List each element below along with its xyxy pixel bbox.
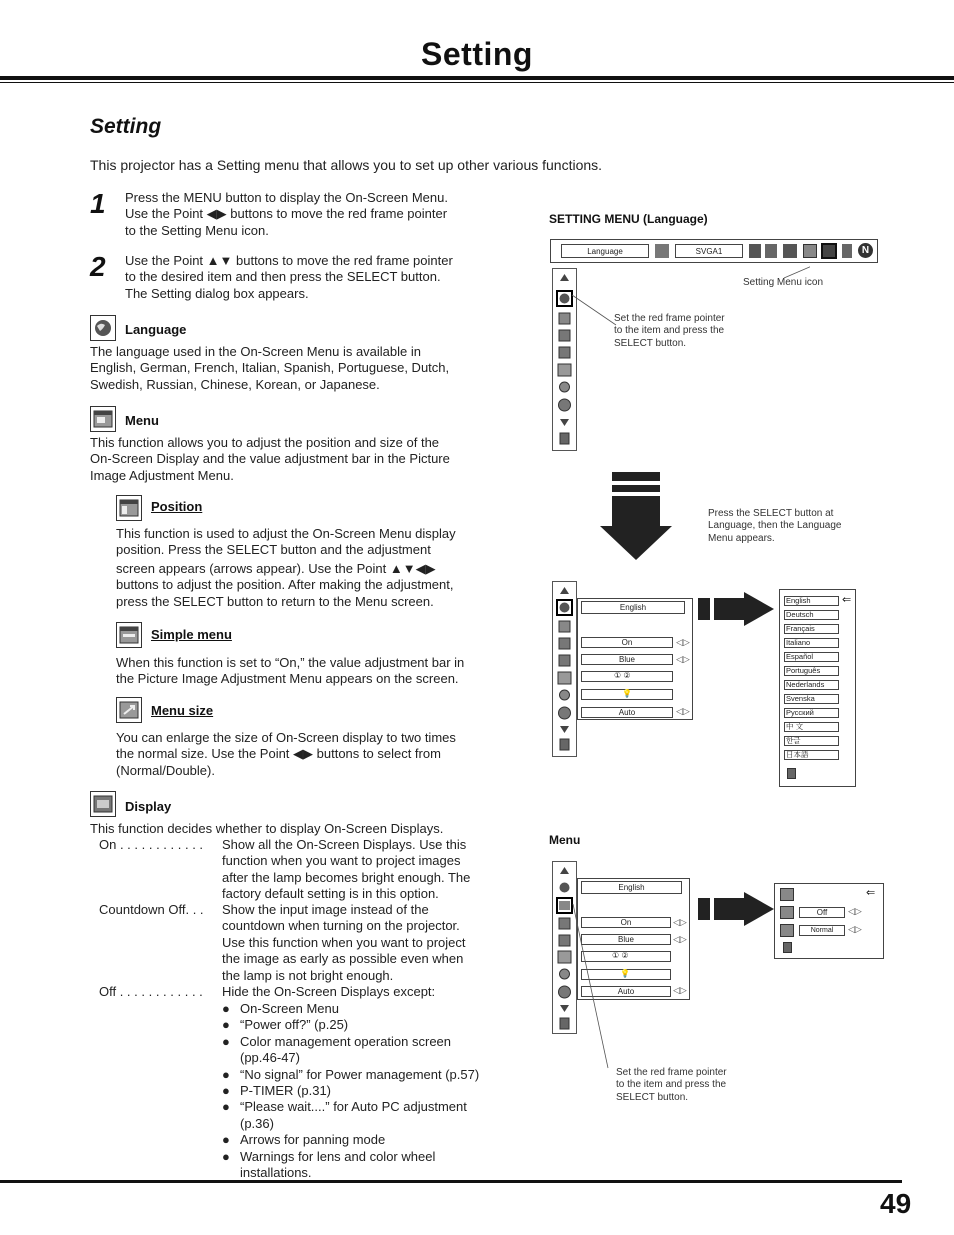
step-1-number: 1 bbox=[90, 188, 106, 219]
language-option[interactable]: Русский bbox=[784, 708, 839, 718]
callout-line: Menu appears. bbox=[708, 532, 775, 544]
menu-size-line: (Normal/Double). bbox=[116, 762, 215, 778]
simple-menu-off-field: Off bbox=[799, 907, 845, 918]
auto-field: Auto bbox=[581, 707, 673, 718]
simple-menu-text bbox=[116, 655, 516, 688]
topbar-icon bbox=[842, 244, 852, 258]
position-line: position. Press the SELECT button and the adjustment bbox=[116, 542, 431, 558]
display-option-off-text: Hide the On-Screen Displays except: bbox=[222, 984, 436, 999]
step-2-line: Use the Point ▲▼ buttons to move the red frame pointer bbox=[125, 253, 453, 268]
menu-line: This function allows you to adjust the position and size of the bbox=[90, 435, 440, 450]
arrows-icon: ◁▷ bbox=[673, 917, 687, 927]
position-line: press the SELECT button to return to the Menu screen. bbox=[116, 593, 434, 609]
page-header-title: Setting bbox=[421, 36, 533, 72]
callout-line-icon bbox=[780, 258, 810, 282]
language-text bbox=[90, 344, 510, 393]
menu-figure-caption: Menu bbox=[549, 833, 581, 847]
position-text bbox=[116, 526, 516, 610]
simple-menu-line: When this function is set to “On,” the value adjustment bar in bbox=[116, 655, 465, 670]
topbar-icon bbox=[783, 244, 797, 258]
section-intro: This projector has a Setting menu that allows you to set up other various functions. bbox=[90, 157, 603, 173]
list-item: ● P-TIMER (p.31) bbox=[222, 1083, 332, 1099]
list-item: ● “Please wait....” for Auto PC adjustment (p.36) bbox=[222, 1099, 467, 1131]
n-icon: N bbox=[858, 243, 873, 258]
list-item: ● Warnings for lens and color wheel installations. bbox=[222, 1148, 436, 1181]
bullet-line: “Power off?” (p.25) bbox=[240, 1017, 349, 1033]
topbar-icon bbox=[655, 244, 669, 258]
callout-line: to the item and press the bbox=[614, 325, 725, 337]
setting-menu-title: SETTING MENU (Language) bbox=[549, 212, 708, 226]
language-label: Language bbox=[125, 322, 187, 337]
display-option-off-term: Off . . . . . . . . . . . . bbox=[99, 984, 203, 999]
topbar-source-field: SVGA1 bbox=[675, 244, 743, 258]
display-label: Display bbox=[125, 799, 172, 814]
menu-size-icon bbox=[780, 924, 794, 937]
display-option-line: Show the input image instead of the bbox=[222, 902, 429, 917]
position-line: buttons to adjust the position. After making the adjustment, bbox=[116, 577, 454, 593]
simple-menu-label: Simple menu bbox=[151, 627, 232, 642]
language-list-panel bbox=[779, 589, 856, 787]
back-arrow-icon: ⇐ bbox=[842, 594, 852, 606]
list-item: ● “Power off?” (p.25) bbox=[222, 1017, 349, 1033]
globe-icon bbox=[90, 315, 116, 341]
step-2-number: 2 bbox=[90, 251, 106, 282]
callout-setting-menu-icon: Setting Menu icon bbox=[743, 277, 824, 288]
setting-menu-icon bbox=[821, 243, 837, 259]
language-line: Swedish, Russian, Chinese, Korean, or Japanese. bbox=[90, 376, 380, 392]
list-item: ● Arrows for panning mode bbox=[222, 1132, 386, 1148]
arrows-icon: ◁▷ bbox=[673, 985, 687, 995]
menu-label: Menu bbox=[125, 413, 159, 428]
exit-icon bbox=[783, 942, 792, 953]
menu-on-field: On bbox=[581, 637, 673, 648]
bullet-line: Warnings for lens and color wheel bbox=[240, 1148, 436, 1164]
language-option[interactable]: 日本語 bbox=[784, 750, 839, 760]
step-1-text bbox=[125, 190, 525, 239]
menu-window-icon bbox=[90, 406, 116, 432]
bullet-line: Color management operation screen bbox=[240, 1033, 452, 1049]
arrows-icon: ◁▷ bbox=[676, 706, 690, 716]
position-line: This function is used to adjust the On-Screen Menu display bbox=[116, 526, 456, 541]
menu-size-line: the normal size. Use the Point ◀▶ buttons to select from bbox=[116, 746, 441, 762]
display-option-countdown-text bbox=[222, 902, 512, 984]
menu-text bbox=[90, 435, 510, 484]
menu-settings-panel bbox=[774, 883, 884, 959]
exit-icon bbox=[787, 768, 796, 779]
logo-icon: ① ② bbox=[614, 671, 631, 680]
list-item: ● “No signal” for Power management (p.57) bbox=[222, 1066, 480, 1082]
page-number: 49 bbox=[880, 1188, 912, 1219]
callout-line: Set the red frame pointer bbox=[616, 1067, 727, 1078]
topbar-icon bbox=[765, 244, 777, 258]
language-option[interactable]: Deutsch bbox=[784, 610, 839, 620]
list-item: ● On-Screen Menu bbox=[222, 1001, 339, 1016]
display-option-countdown-term: Countdown Off. . . bbox=[99, 902, 204, 917]
simple-menu-icon bbox=[116, 622, 142, 648]
down-arrow-icon bbox=[600, 472, 672, 562]
step-1-line: Use the Point ◀▶ buttons to move the red frame pointer bbox=[125, 206, 448, 222]
header-rule bbox=[0, 76, 954, 80]
section-title: Setting bbox=[90, 115, 162, 138]
position-icon bbox=[116, 495, 142, 521]
language-option[interactable]: English bbox=[784, 596, 839, 606]
topbar-icon bbox=[749, 244, 761, 258]
arrows-icon: ◁▷ bbox=[673, 934, 687, 944]
background-blue-field: Blue bbox=[581, 654, 673, 665]
language-option[interactable]: Nederlands bbox=[784, 680, 839, 690]
arrows-icon: ◁▷ bbox=[848, 924, 862, 934]
lamp-icon: 💡 bbox=[620, 969, 630, 978]
simple-menu-icon bbox=[780, 906, 794, 919]
display-option-line: function when you want to project images bbox=[222, 853, 461, 869]
arrows-icon: ◁▷ bbox=[848, 906, 862, 916]
right-arrow-icon bbox=[698, 892, 774, 928]
callout-line: Language, then the Language bbox=[708, 520, 842, 532]
callout-line: SELECT button. bbox=[614, 337, 687, 349]
display-option-line: factory default setting is in this option. bbox=[222, 886, 439, 902]
display-intro: This function decides whether to display On-Screen Displays. bbox=[90, 821, 444, 836]
menu-size-normal-field: Normal bbox=[799, 925, 845, 936]
display-option-line: after the lamp becomes bright enough. The bbox=[222, 869, 471, 885]
logo-icon: ① ② bbox=[612, 951, 629, 960]
callout-line: SELECT button. bbox=[616, 1091, 689, 1103]
menu-line: Image Adjustment Menu. bbox=[90, 467, 234, 483]
step-1-line: Press the MENU button to display the On-Screen Menu. bbox=[125, 190, 448, 205]
language-value-field: English bbox=[581, 601, 685, 614]
bullet-line: (pp.46-47) bbox=[240, 1050, 300, 1066]
background-blue-field: Blue bbox=[581, 934, 671, 945]
step-1-line: to the Setting Menu icon. bbox=[125, 222, 269, 238]
lamp-icon: 💡 bbox=[622, 689, 632, 698]
auto-field: Auto bbox=[581, 986, 671, 997]
callout-frame-pointer bbox=[614, 313, 754, 350]
display-option-line: Use this function when you want to project bbox=[222, 934, 466, 950]
language-option[interactable]: Português bbox=[784, 666, 839, 676]
display-option-line: countdown when turning on the projector. bbox=[222, 918, 460, 934]
callout-select-language bbox=[708, 508, 868, 545]
bullet-line: (p.36) bbox=[240, 1115, 274, 1131]
callout-frame-line-2 bbox=[570, 900, 615, 1070]
callout-frame-line bbox=[570, 285, 620, 330]
position-label: Position bbox=[151, 499, 203, 514]
list-item: ● Color management operation screen (pp.46-47) bbox=[222, 1033, 452, 1066]
display-bullet-list bbox=[222, 1001, 522, 1181]
setting-vertical-menu-2 bbox=[552, 581, 577, 757]
callout-line: to the item and press the bbox=[616, 1079, 727, 1091]
display-option-on-term: On . . . . . . . . . . . . bbox=[99, 837, 204, 852]
display-option-line: the image as early as possible even when bbox=[222, 951, 464, 967]
language-option[interactable]: Español bbox=[784, 652, 839, 662]
bullet-line: “No signal” for Power management (p.57) bbox=[240, 1066, 480, 1082]
bullet-line: On-Screen Menu bbox=[240, 1001, 339, 1016]
language-value-field: English bbox=[581, 881, 682, 894]
language-option[interactable]: 한글 bbox=[784, 736, 839, 746]
simple-menu-line: the Picture Image Adjustment Menu appears on the screen. bbox=[116, 671, 459, 687]
step-2-text bbox=[125, 253, 525, 302]
right-arrow-icon bbox=[698, 592, 774, 628]
display-option-line: Show all the On-Screen Displays. Use this bbox=[222, 837, 467, 852]
callout-frame-pointer-2 bbox=[616, 1067, 756, 1104]
display-option-on-text bbox=[222, 837, 512, 903]
position-line: screen appears (arrows appear). Use the Point ▲▼◀▶ bbox=[116, 560, 436, 576]
menu-on-field: On bbox=[581, 917, 671, 928]
language-option[interactable]: Français bbox=[784, 624, 839, 634]
position-icon bbox=[780, 888, 794, 901]
menu-line: On-Screen Display and the value adjustment bar in the Picture bbox=[90, 451, 450, 467]
menu-size-label: Menu size bbox=[151, 703, 214, 718]
callout-line: Set the red frame pointer bbox=[614, 313, 725, 324]
menu-size-icon bbox=[116, 697, 142, 723]
menu-size-text bbox=[116, 730, 516, 779]
topbar-icon bbox=[803, 244, 817, 258]
menu-size-line: You can enlarge the size of On-Screen display to two times bbox=[116, 730, 456, 745]
setting-menu-topbar bbox=[550, 239, 878, 263]
setting-submenu-panel bbox=[577, 598, 693, 720]
language-line: English, German, French, Italian, Spanish, Portuguese, Dutch, bbox=[90, 360, 450, 376]
display-icon bbox=[90, 791, 116, 817]
back-arrow-icon: ⇐ bbox=[866, 887, 876, 899]
bullet-line: Arrows for panning mode bbox=[240, 1132, 386, 1148]
callout-line: Press the SELECT button at bbox=[708, 508, 834, 519]
bullet-line: P-TIMER (p.31) bbox=[240, 1083, 332, 1099]
arrows-icon: ◁▷ bbox=[676, 654, 690, 664]
language-line: The language used in the On-Screen Menu is available in bbox=[90, 344, 421, 359]
topbar-language-field: Language bbox=[561, 244, 649, 258]
language-option[interactable]: Italiano bbox=[784, 638, 839, 648]
arrows-icon: ◁▷ bbox=[676, 637, 690, 647]
footer-rule bbox=[0, 1180, 902, 1183]
header-rule-thin bbox=[0, 82, 954, 83]
display-option-line: the lamp is not bright enough. bbox=[222, 967, 394, 983]
step-2-line: The Setting dialog box appears. bbox=[125, 285, 309, 301]
bullet-line: installations. bbox=[240, 1165, 312, 1181]
bullet-line: “Please wait....” for Auto PC adjustment bbox=[240, 1099, 467, 1115]
language-option[interactable]: 中 文 bbox=[784, 722, 839, 732]
step-2-line: to the desired item and then press the SELECT button. bbox=[125, 269, 441, 285]
language-option[interactable]: Svenska bbox=[784, 694, 839, 704]
